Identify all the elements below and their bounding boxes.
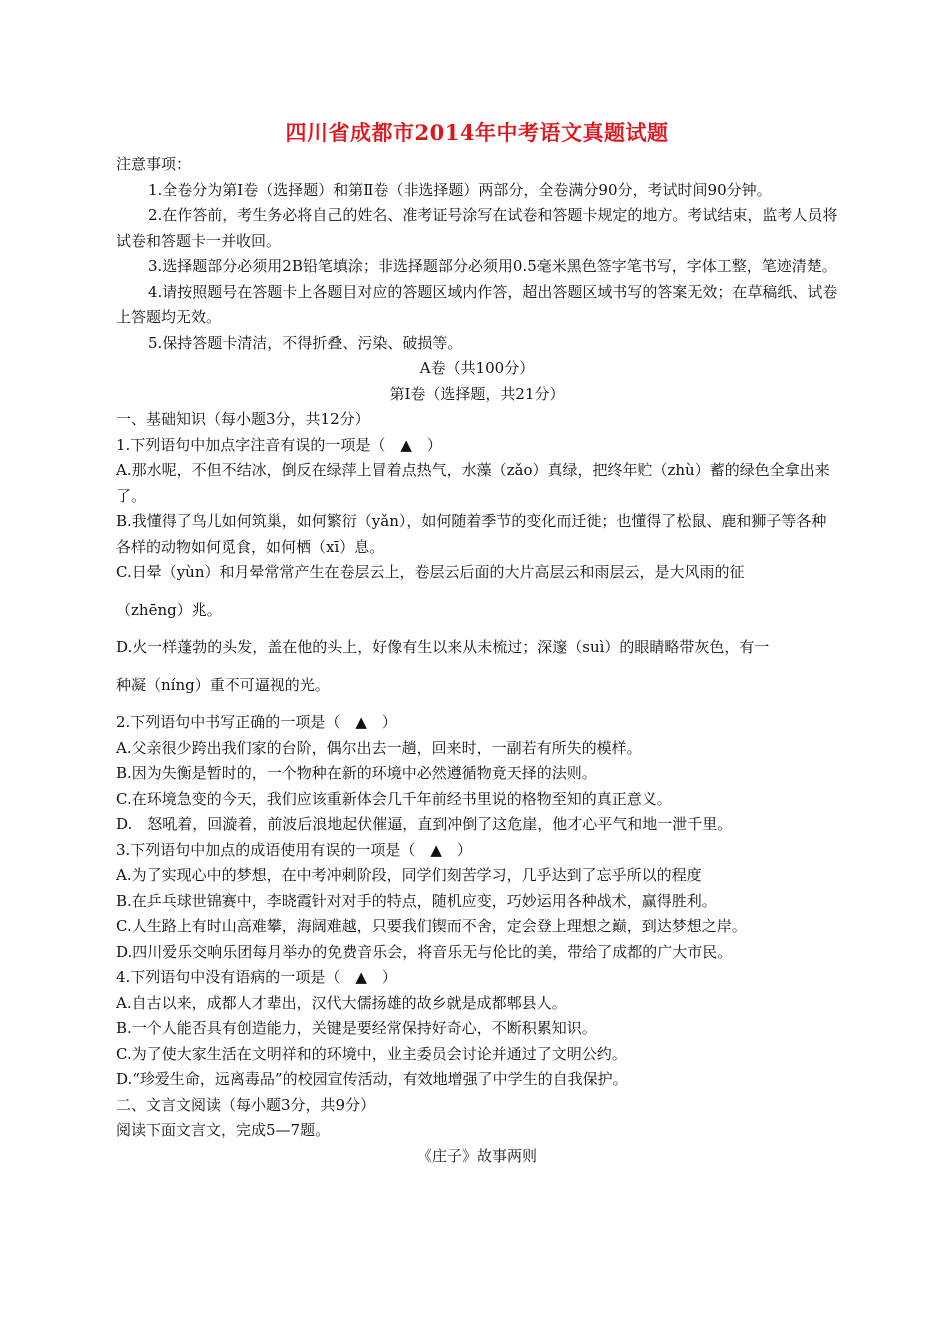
section-2-instruction: 阅读下面文言文，完成5—7题。 (116, 1121, 331, 1139)
notice-item: 5.保持答题卡清洁，不得折叠、污染、破损等。 (148, 333, 463, 352)
question-4-option-d: D.“珍爱生命，远离毒品”的校园宣传活动，有效地增强了中学生的自我保护。 (116, 1070, 628, 1088)
notice-item: 2.在作答前，考生务必将自己的姓名、准考证号涂写在试卷和答题卡规定的地方。考试结束，监考人员将试卷和答题卡一并收回。 (116, 206, 838, 250)
question-1-stem: 1.下列语句中加点字注音有误的一项是（ ▲ ） (116, 435, 442, 454)
question-3-option-b: B.在乒乓球世锦赛中，李晓霞针对对手的特点，随机应变，巧妙运用各种战术，赢得胜利。 (116, 891, 717, 910)
notice-item: 3.选择题部分必须用2B铅笔填涂；非选择题部分必须用0.5毫米黑色签字笔书写，字体工整，笔迹清楚。 (148, 257, 837, 275)
question-3-option-a: A.为了实现心中的梦想，在中考冲刺阶段，同学们刻苦学习，几乎达到了忘乎所以的程度 (116, 866, 702, 884)
part-1-heading: 第Ⅰ卷（选择题，共21分） (389, 384, 565, 403)
question-2-option-b: B.因为失衡是暂时的，一个物种在新的环境中必然遵循物竟天择的法则。 (116, 764, 597, 782)
question-2-option-c: C.在环境急变的今天，我们应该重新体会几千年前经书里说的格物至知的真正意义。 (116, 789, 672, 808)
question-1-option-a: A.那水呢，不但不结冰，倒反在绿萍上冒着点热气，水藻（zǎo）真绿，把终年贮（zhù）蓄的绿色全拿出来了。 (116, 461, 830, 505)
section-1-heading: 一、基础知识（每小题3分，共12分） (116, 410, 370, 428)
question-4-option-c: C.为了使大家生活在文明祥和的环境中，业主委员会讨论并通过了文明公约。 (116, 1044, 627, 1063)
exam-title: 四川省成都市2014年中考语文真题试题 (285, 120, 669, 145)
question-2-option-a: A.父亲很少跨出我们家的台阶，偶尔出去一趟，回来时，一副若有所失的模样。 (116, 738, 642, 757)
question-2-stem: 2.下列语句中书写正确的一项是（ ▲ ） (116, 713, 397, 731)
notice-item: 1.全卷分为第Ⅰ卷（选择题）和第Ⅱ卷（非选择题）两部分，全卷满分90分，考试时间90分钟。 (148, 180, 772, 199)
question-1-option-d-cont: 种凝（níng）重不可逼视的光。 (116, 675, 330, 694)
question-2-option-d: D. 怒吼着，回漩着，前波后浪地起伏催逼，直到冲倒了这危崖，他才心平气和地一泄千里。 (116, 815, 733, 833)
passage-title: 《庄子》故事两则 (416, 1146, 537, 1165)
notice-heading: 注意事项： (116, 155, 192, 173)
question-3-option-c: C.人生路上有时山高难攀，海阔难越，只要我们锲而不舍，定会登上理想之巅，到达梦想之岸。 (116, 917, 747, 935)
section-2-heading: 二、文言文阅读（每小题3分，共9分） (116, 1095, 376, 1114)
question-4-option-a: A.自古以来，成都人才辈出，汉代大儒扬雄的故乡就是成都郫县人。 (116, 993, 567, 1012)
question-1-option-d: D.火一样蓬勃的头发，盖在他的头上，好像有生以来从未梳过；深邃（suì）的眼睛略带灰色，有一 (116, 638, 770, 656)
question-4-stem: 4.下列语句中没有语病的一项是（ ▲ ） (116, 968, 397, 986)
question-1-option-b: B.我懂得了鸟儿如何筑巢，如何繁衍（yǎn），如何随着季节的变化而迁徙；也懂得了松鼠、鹿和狮子等各种各样的动物如何觅食，如何栖（xī）息。 (116, 512, 827, 556)
paper-a-heading: A卷（共100分） (419, 359, 535, 377)
question-1-option-c-cont: （zhēng）兆。 (116, 600, 222, 619)
exam-page (116, 118, 838, 1169)
question-3-option-d: D.四川爱乐交响乐团每月举办的免费音乐会，将音乐无与伦比的美，带给了成都的广大市民。 (116, 942, 733, 961)
notice-item: 4.请按照题号在答题卡上各题目对应的答题区域内作答，超出答题区域书写的答案无效；在草稿纸、试卷上答题均无效。 (116, 282, 838, 326)
question-1-option-c: C.日晕（yùn）和月晕常常产生在卷层云上，卷层云后面的大片高层云和雨层云，是大风雨的征 (116, 563, 745, 581)
question-3-stem: 3.下列语句中加点的成语使用有误的一项是（ ▲ ） (116, 840, 472, 859)
question-4-option-b: B.一个人能否具有创造能力，关键是要经常保持好奇心，不断积累知识。 (116, 1019, 597, 1037)
